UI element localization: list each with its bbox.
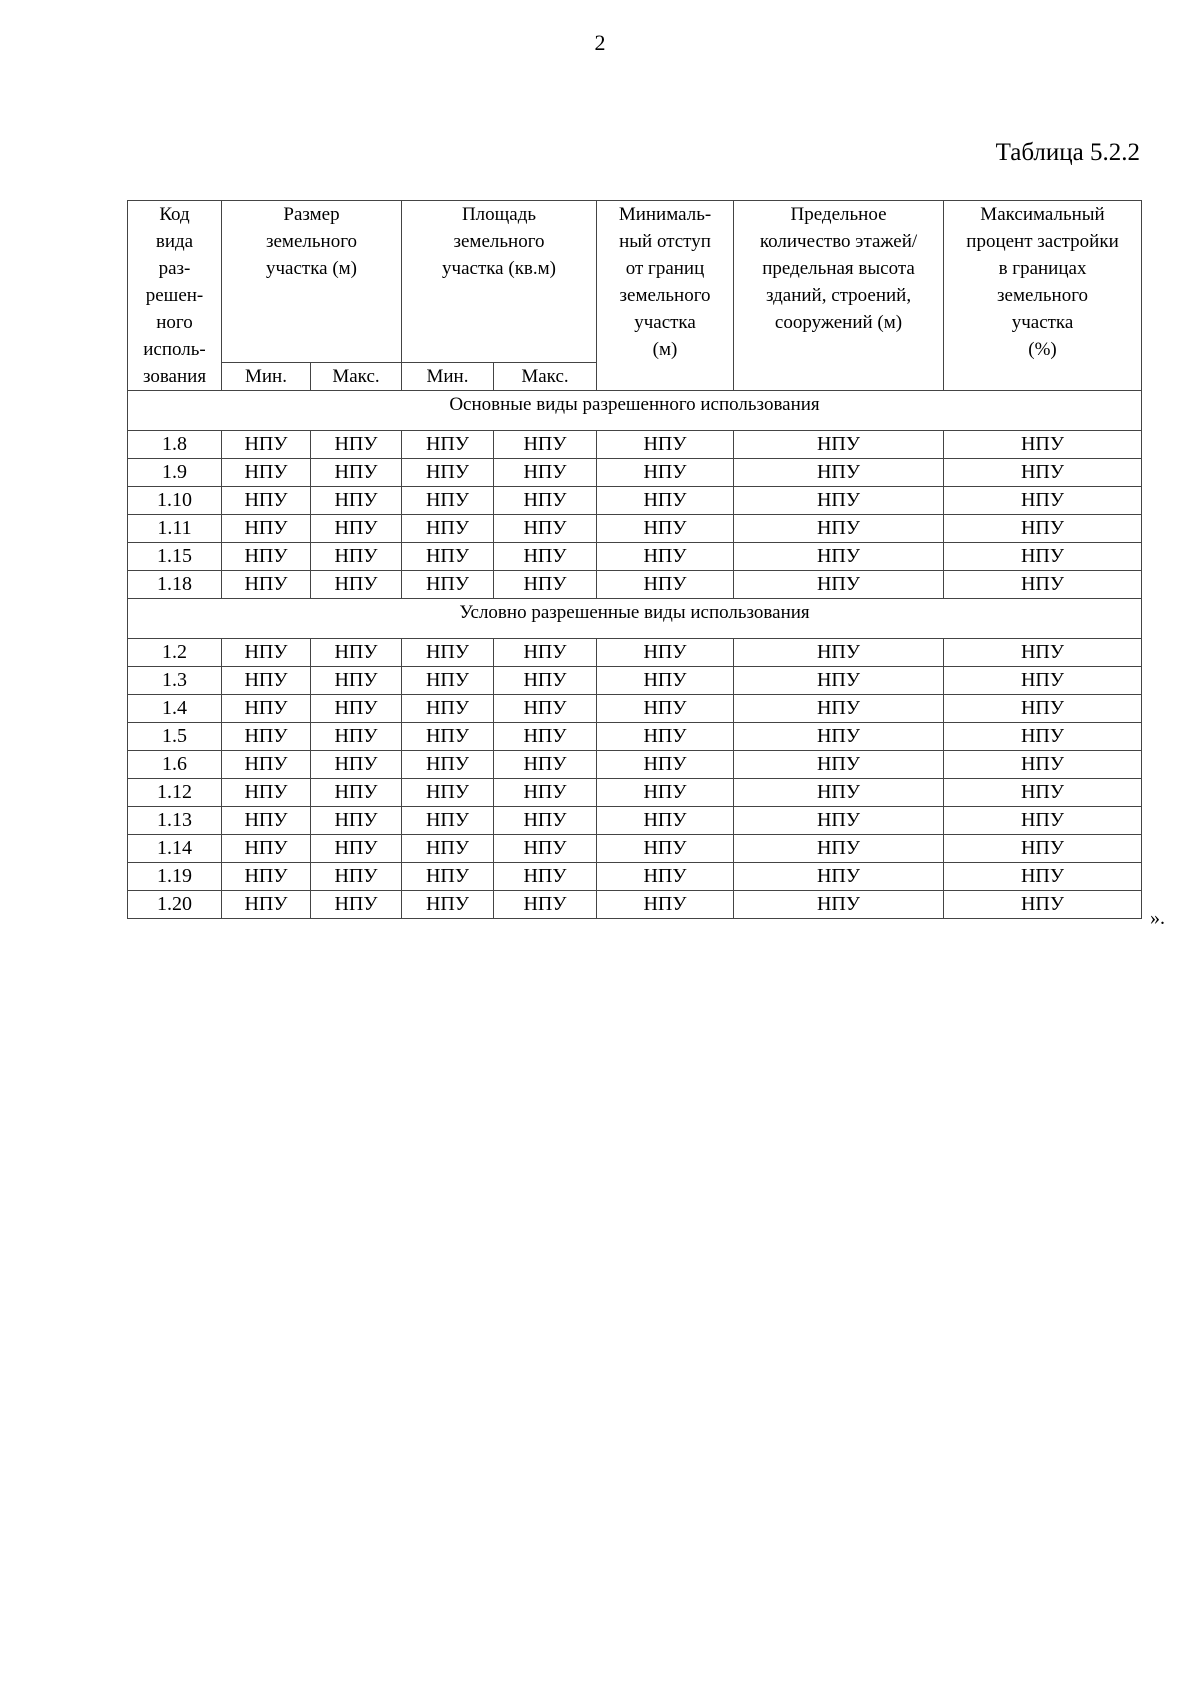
table-cell: НПУ <box>734 863 944 891</box>
table-cell: НПУ <box>402 891 494 919</box>
table-cell: НПУ <box>494 807 597 835</box>
table-cell: НПУ <box>734 835 944 863</box>
table-row <box>128 459 1142 487</box>
header-plot-area-max: Макс. <box>494 363 597 391</box>
table-cell: НПУ <box>494 515 597 543</box>
table-cell: НПУ <box>222 515 311 543</box>
table-cell: НПУ <box>402 459 494 487</box>
table-row <box>128 891 1142 919</box>
table-cell: НПУ <box>311 459 402 487</box>
header-line: исполь- <box>143 339 206 360</box>
table-cell: НПУ <box>311 571 402 599</box>
table-cell: НПУ <box>311 891 402 919</box>
table-cell: НПУ <box>944 667 1142 695</box>
table-cell: НПУ <box>222 751 311 779</box>
table-cell: НПУ <box>222 487 311 515</box>
table-row <box>128 723 1142 751</box>
use-code-cell: 1.4 <box>128 695 222 723</box>
table-cell: НПУ <box>944 723 1142 751</box>
use-code-cell: 1.13 <box>128 807 222 835</box>
table-cell: НПУ <box>734 487 944 515</box>
header-line: зданий, строений, <box>765 285 912 306</box>
use-code-cell: 1.9 <box>128 459 222 487</box>
table-cell: НПУ <box>944 487 1142 515</box>
table-cell: НПУ <box>944 431 1142 459</box>
table-row <box>128 571 1142 599</box>
header-line: земельного <box>265 231 358 252</box>
table-cell: НПУ <box>597 487 734 515</box>
table-cell: НПУ <box>494 779 597 807</box>
header-line: количество этажей/ <box>759 231 918 252</box>
table-cell: НПУ <box>734 431 944 459</box>
table-cell: НПУ <box>944 779 1142 807</box>
header-line: в границах <box>998 258 1087 279</box>
header-line: предельная высота <box>762 258 915 279</box>
header-code <box>128 201 222 391</box>
table-row <box>128 487 1142 515</box>
table-cell: НПУ <box>402 515 494 543</box>
table-cell: НПУ <box>311 835 402 863</box>
table-cell: НПУ <box>734 543 944 571</box>
table-cell: НПУ <box>597 751 734 779</box>
table-cell: НПУ <box>222 459 311 487</box>
table-cell: НПУ <box>222 835 311 863</box>
table-row <box>128 807 1142 835</box>
table-cell: НПУ <box>494 487 597 515</box>
table-cell: НПУ <box>734 723 944 751</box>
table-cell: НПУ <box>494 667 597 695</box>
header-line: вида <box>155 231 194 252</box>
use-code-cell: 1.8 <box>128 431 222 459</box>
table-cell: НПУ <box>222 571 311 599</box>
table-cell: НПУ <box>734 515 944 543</box>
table-cell: НПУ <box>402 431 494 459</box>
table-cell: НПУ <box>402 543 494 571</box>
table-cell: НПУ <box>222 891 311 919</box>
table-cell: НПУ <box>597 891 734 919</box>
use-code-cell: 1.20 <box>128 891 222 919</box>
header-line: (м) <box>652 339 678 360</box>
table-row <box>128 779 1142 807</box>
header-line: Максимальный <box>980 204 1105 225</box>
table-cell: НПУ <box>734 807 944 835</box>
table-cell: НПУ <box>402 487 494 515</box>
use-code-cell: 1.2 <box>128 639 222 667</box>
table-cell: НПУ <box>402 751 494 779</box>
use-code-cell: 1.19 <box>128 863 222 891</box>
table-cell: НПУ <box>734 571 944 599</box>
table-row <box>128 639 1142 667</box>
header-line: процент застройки <box>966 231 1119 252</box>
use-code-cell: 1.18 <box>128 571 222 599</box>
table-cell: НПУ <box>311 807 402 835</box>
table-cell: НПУ <box>597 639 734 667</box>
table-row <box>128 515 1142 543</box>
section-row <box>128 599 1142 639</box>
table-cell: НПУ <box>494 543 597 571</box>
header-line: участка <box>634 312 696 333</box>
table-cell: НПУ <box>402 779 494 807</box>
table-cell: НПУ <box>222 667 311 695</box>
table-cell: НПУ <box>734 459 944 487</box>
header-plot-area-min: Мин. <box>402 363 494 391</box>
table-row <box>128 695 1142 723</box>
use-code-cell: 1.15 <box>128 543 222 571</box>
section-row <box>128 391 1142 431</box>
table-cell: НПУ <box>597 431 734 459</box>
header-line: (%) <box>1028 339 1057 360</box>
table-cell: НПУ <box>222 543 311 571</box>
header-line: участка (кв.м) <box>442 258 556 279</box>
table-row <box>128 863 1142 891</box>
use-code-cell: 1.6 <box>128 751 222 779</box>
use-code-cell: 1.12 <box>128 779 222 807</box>
header-line: Код <box>159 204 190 225</box>
table-cell: НПУ <box>597 667 734 695</box>
table-cell: НПУ <box>944 695 1142 723</box>
section-title: Условно разрешенные виды использования <box>128 599 1142 639</box>
table-cell: НПУ <box>597 835 734 863</box>
header-line: земельного <box>997 285 1089 306</box>
table-caption: Таблица 5.2.2 <box>995 139 1140 166</box>
table-cell: НПУ <box>734 667 944 695</box>
table-cell: НПУ <box>311 751 402 779</box>
table-cell: НПУ <box>597 779 734 807</box>
table-cell: НПУ <box>734 751 944 779</box>
header-plot-size-min: Мин. <box>222 363 311 391</box>
table-cell: НПУ <box>402 807 494 835</box>
header-line: Площадь <box>461 204 537 225</box>
table-cell: НПУ <box>222 695 311 723</box>
table-cell: НПУ <box>222 779 311 807</box>
table-cell: НПУ <box>311 863 402 891</box>
table-cell: НПУ <box>734 891 944 919</box>
header-min-setback <box>597 201 734 391</box>
header-line: участка (м) <box>265 258 358 279</box>
table-cell: НПУ <box>494 459 597 487</box>
table-cell: НПУ <box>597 695 734 723</box>
table-cell: НПУ <box>597 459 734 487</box>
zoning-parameters-table <box>127 200 1142 919</box>
table-cell: НПУ <box>597 543 734 571</box>
page-number: 2 <box>594 30 606 55</box>
table-cell: НПУ <box>311 639 402 667</box>
header-max-coverage <box>944 201 1142 391</box>
table-cell: НПУ <box>597 515 734 543</box>
table-cell: НПУ <box>222 431 311 459</box>
table-cell: НПУ <box>944 459 1142 487</box>
table-cell: НПУ <box>734 695 944 723</box>
table-cell: НПУ <box>944 835 1142 863</box>
table-cell: НПУ <box>944 571 1142 599</box>
table-row <box>128 751 1142 779</box>
header-plot-area <box>402 201 597 363</box>
header-line: Минималь- <box>618 204 712 225</box>
table-cell: НПУ <box>944 515 1142 543</box>
table-cell: НПУ <box>944 863 1142 891</box>
table-cell: НПУ <box>494 695 597 723</box>
table-cell: НПУ <box>734 779 944 807</box>
table-cell: НПУ <box>311 779 402 807</box>
table-cell: НПУ <box>944 751 1142 779</box>
table-row <box>128 835 1142 863</box>
table-cell: НПУ <box>402 863 494 891</box>
table-cell: НПУ <box>311 695 402 723</box>
table-cell: НПУ <box>311 487 402 515</box>
table-cell: НПУ <box>402 571 494 599</box>
table-cell: НПУ <box>402 723 494 751</box>
table-cell: НПУ <box>944 639 1142 667</box>
header-line: Размер <box>283 204 340 225</box>
header-line: земельного <box>453 231 545 252</box>
header-line: участка <box>1011 312 1074 333</box>
table-cell: НПУ <box>494 835 597 863</box>
table-cell: НПУ <box>597 863 734 891</box>
table-row <box>128 543 1142 571</box>
header-plot-size-max: Макс. <box>311 363 402 391</box>
header-line: ный отступ <box>619 231 711 252</box>
table-cell: НПУ <box>222 807 311 835</box>
table-cell: НПУ <box>494 723 597 751</box>
header-line: земельного <box>619 285 711 306</box>
header-line: раз- <box>158 258 191 279</box>
header-line: решен- <box>145 285 204 306</box>
use-code-cell: 1.5 <box>128 723 222 751</box>
use-code-cell: 1.14 <box>128 835 222 863</box>
table-cell: НПУ <box>311 515 402 543</box>
use-code-cell: 1.3 <box>128 667 222 695</box>
header-height-limit <box>734 201 944 391</box>
closing-quote: ». <box>1150 907 1165 929</box>
table-cell: НПУ <box>597 723 734 751</box>
table-cell: НПУ <box>402 667 494 695</box>
header-line: от границ <box>625 258 705 279</box>
table-row <box>128 667 1142 695</box>
table-cell: НПУ <box>944 807 1142 835</box>
header-plot-size <box>222 201 402 363</box>
table-cell: НПУ <box>311 543 402 571</box>
table-cell: НПУ <box>597 571 734 599</box>
table-cell: НПУ <box>494 863 597 891</box>
header-line: Предельное <box>790 204 887 225</box>
table-cell: НПУ <box>494 639 597 667</box>
table-cell: НПУ <box>402 835 494 863</box>
table-cell: НПУ <box>944 543 1142 571</box>
header-line: сооружений (м) <box>774 312 903 333</box>
use-code-cell: 1.11 <box>128 515 222 543</box>
table-header <box>128 201 1142 391</box>
table-cell: НПУ <box>402 639 494 667</box>
header-line: ного <box>156 312 193 333</box>
table-body <box>128 391 1142 919</box>
table-cell: НПУ <box>222 639 311 667</box>
section-title: Основные виды разрешенного использования <box>128 391 1142 431</box>
table-row <box>128 431 1142 459</box>
table-cell: НПУ <box>944 891 1142 919</box>
table-cell: НПУ <box>494 751 597 779</box>
table-cell: НПУ <box>311 431 402 459</box>
table-cell: НПУ <box>494 571 597 599</box>
table-cell: НПУ <box>597 807 734 835</box>
table-cell: НПУ <box>494 891 597 919</box>
table-cell: НПУ <box>402 695 494 723</box>
table-cell: НПУ <box>222 863 311 891</box>
header-line: зования <box>142 366 207 387</box>
table-cell: НПУ <box>311 667 402 695</box>
table-cell: НПУ <box>494 431 597 459</box>
table-cell: НПУ <box>311 723 402 751</box>
table-cell: НПУ <box>734 639 944 667</box>
use-code-cell: 1.10 <box>128 487 222 515</box>
table-cell: НПУ <box>222 723 311 751</box>
